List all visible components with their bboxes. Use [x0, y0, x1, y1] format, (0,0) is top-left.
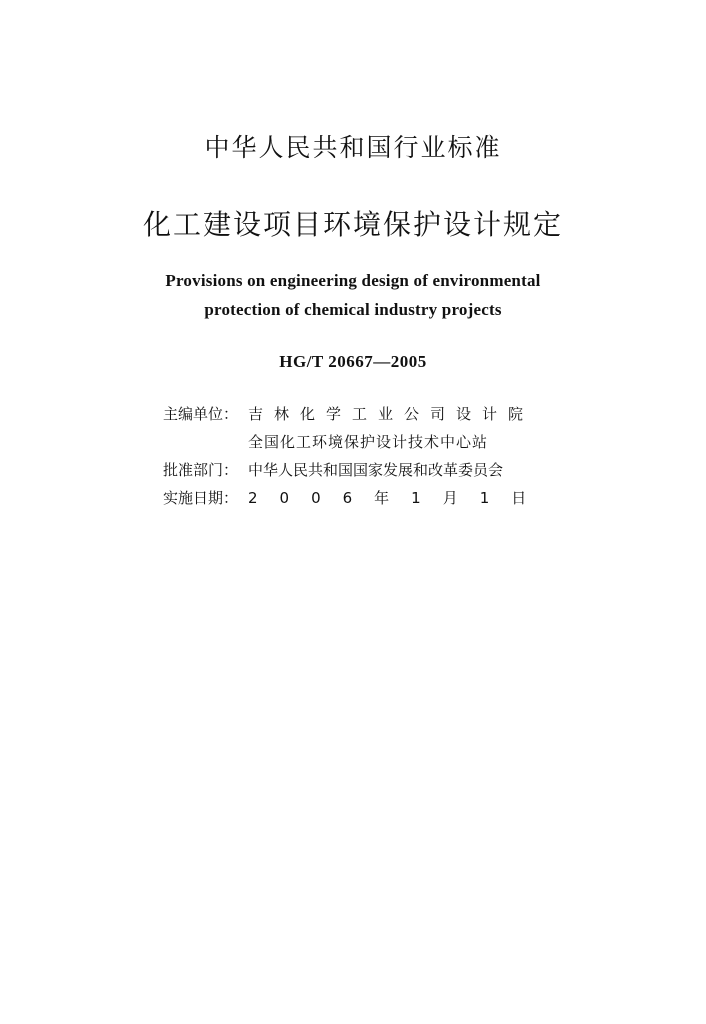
editor-label: 主编单位：	[163, 405, 239, 423]
standard-code: HG/T 20667—2005	[279, 352, 427, 371]
standard-category: 中华人民共和国行业标准	[204, 133, 502, 162]
date-label: 实施日期：	[163, 489, 239, 507]
title-english-line-2: protection of chemical industry projects	[204, 300, 502, 319]
title-english-line-1: Provisions on engineering design of environmental	[165, 271, 541, 290]
publication-info	[163, 400, 583, 512]
editor-value-2: 全国化工环境保护设计技术中心站	[248, 433, 489, 451]
approver-value: 中华人民共和国国家发展和改革委员会	[248, 461, 504, 479]
title-chinese: 化工建设项目环境保护设计规定	[142, 208, 563, 241]
approver-label: 批准部门：	[163, 461, 239, 479]
approver-row	[163, 456, 583, 484]
date-value: 2006年1月1日	[248, 489, 549, 507]
editor-value-1: 吉林化学工业公司设计院	[248, 405, 535, 423]
editor-row	[163, 400, 583, 428]
date-row	[163, 484, 583, 512]
editor-row-2	[163, 428, 583, 456]
